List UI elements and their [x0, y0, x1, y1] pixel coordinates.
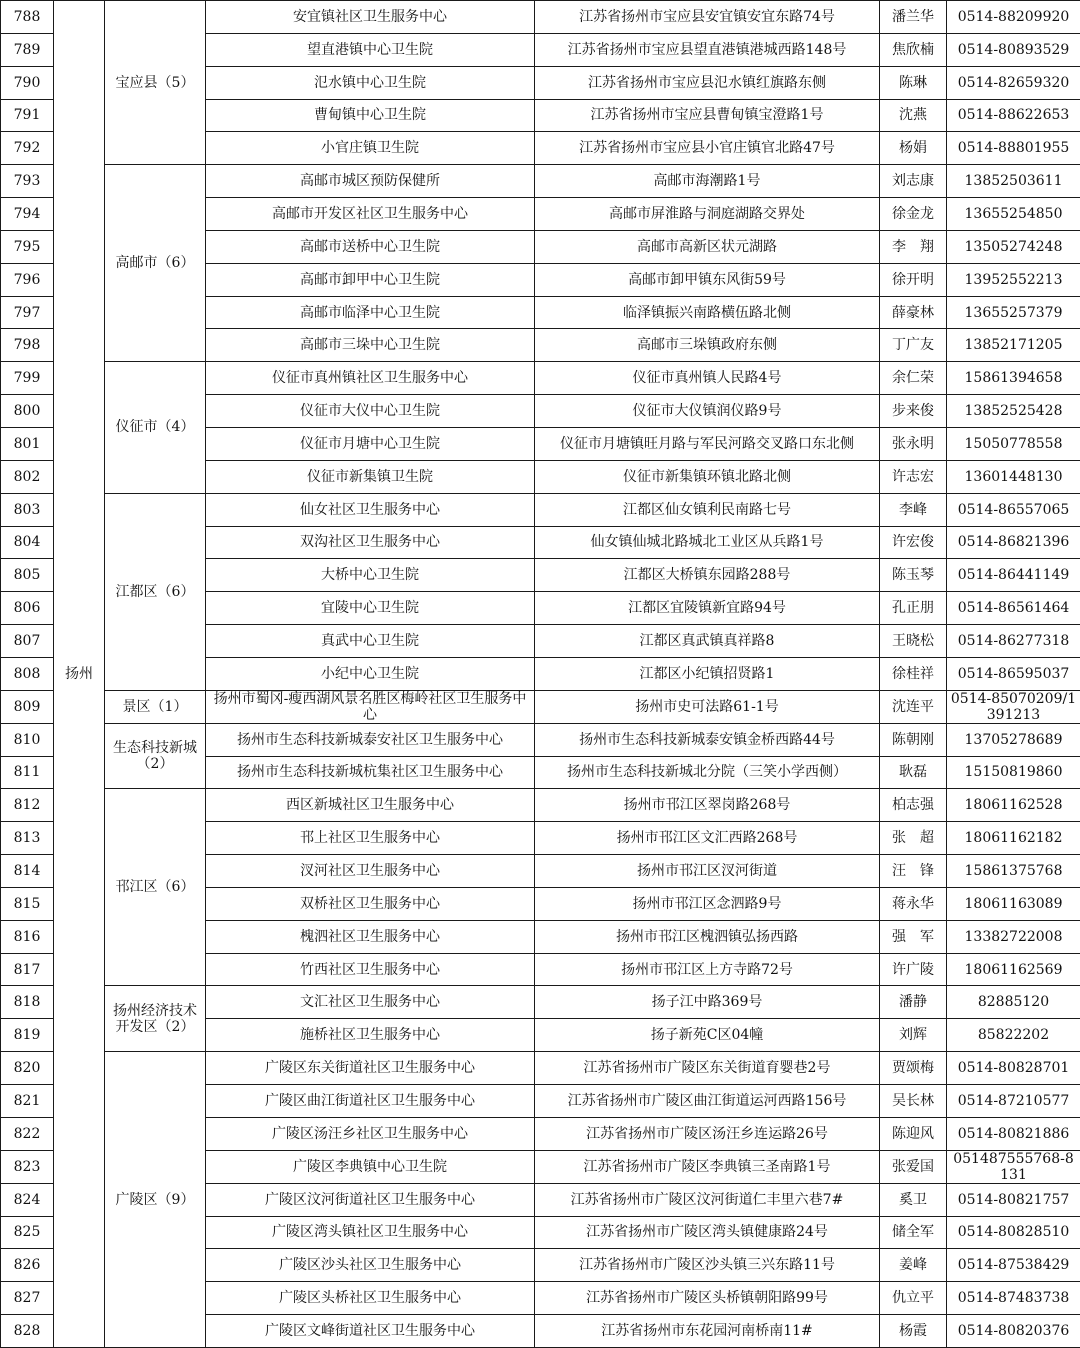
institution-address: 江苏省扬州市宝应县小官庄镇官北路47号 [535, 132, 880, 165]
institution-address: 江苏省扬州市广陵区曲江街道运河西路156号 [535, 1085, 880, 1118]
contact-phone: 0514-88801955 [947, 132, 1080, 165]
table-row [1, 986, 1080, 1019]
row-number: 789 [1, 33, 54, 66]
contact-phone: 15861394658 [947, 362, 1080, 395]
contact-phone: 18061163089 [947, 887, 1080, 920]
table-row [1, 362, 1080, 395]
contact-person: 王晓松 [880, 625, 947, 658]
institution-address: 扬州市邗江区念泗路9号 [535, 887, 880, 920]
row-number: 792 [1, 132, 54, 165]
institution-address: 扬州市邗江区文汇西路268号 [535, 822, 880, 855]
institution-address: 江苏省扬州市广陵区汤汪乡连运路26号 [535, 1117, 880, 1150]
institution-name: 高邮市送桥中心卫生院 [206, 230, 535, 263]
table-row [1, 723, 1080, 756]
contact-person: 陈朝刚 [880, 723, 947, 756]
row-number: 823 [1, 1150, 54, 1183]
row-number: 803 [1, 493, 54, 526]
contact-phone: 0514-86557065 [947, 493, 1080, 526]
institution-name: 望直港镇中心卫生院 [206, 33, 535, 66]
row-number: 813 [1, 822, 54, 855]
institution-name: 仪征市月塘中心卫生院 [206, 427, 535, 460]
contact-person: 贾颂梅 [880, 1052, 947, 1085]
row-number: 825 [1, 1216, 54, 1249]
row-number: 824 [1, 1183, 54, 1216]
institution-name: 双沟社区卫生服务中心 [206, 526, 535, 559]
contact-phone: 0514-86277318 [947, 625, 1080, 658]
contact-person: 徐金龙 [880, 198, 947, 231]
institution-address: 江都区仙女镇利民南路七号 [535, 493, 880, 526]
institution-address: 江都区小纪镇招贤路1 [535, 657, 880, 690]
institution-address: 高邮市海潮路1号 [535, 165, 880, 198]
institution-address: 江都区大桥镇东园路288号 [535, 559, 880, 592]
institution-name: 仪征市真州镇社区卫生服务中心 [206, 362, 535, 395]
district-cell: 邗江区（6） [105, 789, 206, 986]
row-number: 798 [1, 329, 54, 362]
institution-name: 广陵区文峰街道社区卫生服务中心 [206, 1315, 535, 1348]
institution-address: 仪征市月塘镇旺月路与军民河路交叉路口东北侧 [535, 427, 880, 460]
institution-name: 扬州市生态科技新城杭集社区卫生服务中心 [206, 756, 535, 789]
institution-name: 广陵区曲江街道社区卫生服务中心 [206, 1085, 535, 1118]
row-number: 804 [1, 526, 54, 559]
contact-phone: 0514-80828510 [947, 1216, 1080, 1249]
contact-person: 刘辉 [880, 1019, 947, 1052]
institution-name: 扬州市生态科技新城泰安社区卫生服务中心 [206, 723, 535, 756]
institution-address: 江都区宜陵镇新宜路94号 [535, 592, 880, 625]
institution-name: 曹甸镇中心卫生院 [206, 99, 535, 132]
contact-person: 储全军 [880, 1216, 947, 1249]
district-cell: 扬州经济技术开发区（2） [105, 986, 206, 1052]
institution-address: 江苏省扬州市广陵区头桥镇朝阳路99号 [535, 1282, 880, 1315]
contact-phone: 18061162569 [947, 953, 1080, 986]
institution-address: 江苏省扬州市东花园河南桥南11# [535, 1315, 880, 1348]
institution-address: 高邮市高新区状元湖路 [535, 230, 880, 263]
row-number: 821 [1, 1085, 54, 1118]
contact-phone: 13505274248 [947, 230, 1080, 263]
contact-phone: 18061162528 [947, 789, 1080, 822]
institution-name: 邗上社区卫生服务中心 [206, 822, 535, 855]
contact-person: 焦欣楠 [880, 33, 947, 66]
contact-phone: 13601448130 [947, 460, 1080, 493]
institution-address: 扬子江中路369号 [535, 986, 880, 1019]
contact-person: 许志宏 [880, 460, 947, 493]
row-number: 806 [1, 592, 54, 625]
row-number: 810 [1, 723, 54, 756]
contact-phone: 15861375768 [947, 855, 1080, 888]
district-cell: 仪征市（4） [105, 362, 206, 493]
contact-phone: 051487555768-8131 [947, 1150, 1080, 1183]
institution-name: 广陵区李典镇中心卫生院 [206, 1150, 535, 1183]
institution-name: 小纪中心卫生院 [206, 657, 535, 690]
contact-phone: 0514-87538429 [947, 1249, 1080, 1282]
institution-name: 宜陵中心卫生院 [206, 592, 535, 625]
table-body [1, 1, 1080, 1348]
institution-address: 江苏省扬州市广陵区沙头镇三兴东路11号 [535, 1249, 880, 1282]
row-number: 797 [1, 296, 54, 329]
institution-address: 扬州市邗江区上方寺路72号 [535, 953, 880, 986]
row-number: 796 [1, 263, 54, 296]
contact-phone: 0514-86595037 [947, 657, 1080, 690]
institution-name: 槐泗社区卫生服务中心 [206, 920, 535, 953]
institution-name: 仙女社区卫生服务中心 [206, 493, 535, 526]
contact-phone: 0514-80893529 [947, 33, 1080, 66]
institution-name: 小官庄镇卫生院 [206, 132, 535, 165]
contact-person: 李 翔 [880, 230, 947, 263]
institution-name: 仪征市新集镇卫生院 [206, 460, 535, 493]
contact-person: 步来俊 [880, 395, 947, 428]
institution-address: 仪征市大仪镇润仪路9号 [535, 395, 880, 428]
row-number: 805 [1, 559, 54, 592]
institution-name: 广陵区东关街道社区卫生服务中心 [206, 1052, 535, 1085]
institution-name: 仪征市大仪中心卫生院 [206, 395, 535, 428]
institution-address: 江苏省扬州市宝应县氾水镇红旗路东侧 [535, 66, 880, 99]
row-number: 818 [1, 986, 54, 1019]
district-cell: 宝应县（5） [105, 1, 206, 165]
row-number: 802 [1, 460, 54, 493]
institution-name: 汊河社区卫生服务中心 [206, 855, 535, 888]
contact-person: 杨霞 [880, 1315, 947, 1348]
table-row [1, 1052, 1080, 1085]
institution-address: 仪征市真州镇人民路4号 [535, 362, 880, 395]
row-number: 814 [1, 855, 54, 888]
institution-name: 文汇社区卫生服务中心 [206, 986, 535, 1019]
institution-address: 江苏省扬州市广陵区东关街道育婴巷2号 [535, 1052, 880, 1085]
contact-person: 奚卫 [880, 1183, 947, 1216]
contact-phone: 13852171205 [947, 329, 1080, 362]
contact-phone: 0514-86821396 [947, 526, 1080, 559]
institution-address: 仙女镇仙城北路城北工业区从兵路1号 [535, 526, 880, 559]
institution-name: 氾水镇中心卫生院 [206, 66, 535, 99]
row-number: 811 [1, 756, 54, 789]
row-number: 795 [1, 230, 54, 263]
contact-person: 许宏俊 [880, 526, 947, 559]
institution-address: 扬州市邗江区汊河街道 [535, 855, 880, 888]
institution-address: 扬子新苑C区04幢 [535, 1019, 880, 1052]
institution-name: 施桥社区卫生服务中心 [206, 1019, 535, 1052]
institution-address: 江苏省扬州市宝应县曹甸镇宝澄路1号 [535, 99, 880, 132]
contact-person: 姜峰 [880, 1249, 947, 1282]
contact-person: 强 军 [880, 920, 947, 953]
institution-name: 广陵区汤汪乡社区卫生服务中心 [206, 1117, 535, 1150]
contact-person: 陈迎风 [880, 1117, 947, 1150]
contact-person: 许广陵 [880, 953, 947, 986]
table-row [1, 690, 1080, 723]
contact-person: 潘兰华 [880, 1, 947, 34]
contact-phone: 13852525428 [947, 395, 1080, 428]
institution-address: 高邮市卸甲镇东风街59号 [535, 263, 880, 296]
institution-name: 西区新城社区卫生服务中心 [206, 789, 535, 822]
institution-address: 江苏省扬州市广陵区李典镇三圣南路1号 [535, 1150, 880, 1183]
table-row [1, 789, 1080, 822]
row-number: 812 [1, 789, 54, 822]
institution-name: 广陵区湾头镇社区卫生服务中心 [206, 1216, 535, 1249]
institution-address: 江都区真武镇真祥路8 [535, 625, 880, 658]
contact-person: 沈连平 [880, 690, 947, 723]
institution-name: 高邮市城区预防保健所 [206, 165, 535, 198]
contact-person: 余仁荣 [880, 362, 947, 395]
district-cell: 江都区（6） [105, 493, 206, 690]
institution-address: 江苏省扬州市宝应县安宜镇安宜东路74号 [535, 1, 880, 34]
contact-phone: 82885120 [947, 986, 1080, 1019]
contact-person: 陈琳 [880, 66, 947, 99]
institution-address: 扬州市邗江区槐泗镇弘扬西路 [535, 920, 880, 953]
institution-address: 仪征市新集镇环镇北路北侧 [535, 460, 880, 493]
institution-address: 江苏省扬州市宝应县望直港镇港城西路148号 [535, 33, 880, 66]
contact-phone: 0514-88622653 [947, 99, 1080, 132]
row-number: 799 [1, 362, 54, 395]
contact-phone: 0514-80820376 [947, 1315, 1080, 1348]
row-number: 794 [1, 198, 54, 231]
institution-name: 广陵区汶河街道社区卫生服务中心 [206, 1183, 535, 1216]
institution-address: 扬州市生态科技新城泰安镇金桥西路44号 [535, 723, 880, 756]
contact-phone: 0514-86561464 [947, 592, 1080, 625]
table-row [1, 1, 1080, 34]
row-number: 791 [1, 99, 54, 132]
row-number: 808 [1, 657, 54, 690]
district-cell: 广陵区（9） [105, 1052, 206, 1348]
institution-name: 高邮市卸甲中心卫生院 [206, 263, 535, 296]
contact-phone: 85822202 [947, 1019, 1080, 1052]
contact-person: 吴长林 [880, 1085, 947, 1118]
institution-address: 高邮市屏淮路与洞庭湖路交界处 [535, 198, 880, 231]
contact-phone: 0514-86441149 [947, 559, 1080, 592]
institution-address: 扬州市史可法路61-1号 [535, 690, 880, 723]
institution-address: 江苏省扬州市广陵区湾头镇健康路24号 [535, 1216, 880, 1249]
contact-person: 蒋永华 [880, 887, 947, 920]
row-number: 817 [1, 953, 54, 986]
contact-person: 张 超 [880, 822, 947, 855]
institution-name: 竹西社区卫生服务中心 [206, 953, 535, 986]
contact-phone: 13852503611 [947, 165, 1080, 198]
contact-phone: 0514-87483738 [947, 1282, 1080, 1315]
contact-person: 李峰 [880, 493, 947, 526]
institution-name: 广陵区沙头社区卫生服务中心 [206, 1249, 535, 1282]
district-cell: 生态科技新城（2） [105, 723, 206, 789]
contact-phone: 0514-82659320 [947, 66, 1080, 99]
contact-person: 徐桂祥 [880, 657, 947, 690]
row-number: 807 [1, 625, 54, 658]
row-number: 826 [1, 1249, 54, 1282]
contact-phone: 13655257379 [947, 296, 1080, 329]
contact-phone: 0514-80828701 [947, 1052, 1080, 1085]
institution-name: 高邮市开发区社区卫生服务中心 [206, 198, 535, 231]
contact-person: 沈燕 [880, 99, 947, 132]
row-number: 827 [1, 1282, 54, 1315]
contact-phone: 0514-85070209/1391213 [947, 690, 1080, 723]
row-number: 801 [1, 427, 54, 460]
district-cell: 景区（1） [105, 690, 206, 723]
row-number: 793 [1, 165, 54, 198]
institution-name: 真武中心卫生院 [206, 625, 535, 658]
institution-address: 临泽镇振兴南路横伍路北侧 [535, 296, 880, 329]
institution-name: 高邮市三垛中心卫生院 [206, 329, 535, 362]
city-cell: 扬州 [54, 1, 105, 1348]
row-number: 815 [1, 887, 54, 920]
contact-person: 汪 锋 [880, 855, 947, 888]
institution-name: 扬州市蜀冈-瘦西湖风景名胜区梅岭社区卫生服务中心 [206, 690, 535, 723]
contact-person: 仇立平 [880, 1282, 947, 1315]
institution-name: 大桥中心卫生院 [206, 559, 535, 592]
institution-name: 高邮市临泽中心卫生院 [206, 296, 535, 329]
table-row [1, 165, 1080, 198]
row-number: 819 [1, 1019, 54, 1052]
contact-phone: 0514-80821886 [947, 1117, 1080, 1150]
row-number: 788 [1, 1, 54, 34]
institution-name: 安宜镇社区卫生服务中心 [206, 1, 535, 34]
institution-address: 江苏省扬州市广陵区汶河街道仁丰里六巷7# [535, 1183, 880, 1216]
contact-person: 孔正朋 [880, 592, 947, 625]
contact-phone: 15050778558 [947, 427, 1080, 460]
contact-phone: 15150819860 [947, 756, 1080, 789]
contact-person: 张永明 [880, 427, 947, 460]
contact-person: 丁广友 [880, 329, 947, 362]
contact-person: 潘静 [880, 986, 947, 1019]
institution-address: 扬州市生态科技新城北分院（三笑小学西侧） [535, 756, 880, 789]
institution-address: 高邮市三垛镇政府东侧 [535, 329, 880, 362]
institution-address: 扬州市邗江区翠岗路268号 [535, 789, 880, 822]
contact-person: 张爱国 [880, 1150, 947, 1183]
institution-name: 双桥社区卫生服务中心 [206, 887, 535, 920]
contact-phone: 0514-80821757 [947, 1183, 1080, 1216]
district-cell: 高邮市（6） [105, 165, 206, 362]
contact-phone: 0514-88209920 [947, 1, 1080, 34]
contact-person: 耿磊 [880, 756, 947, 789]
row-number: 816 [1, 920, 54, 953]
contact-phone: 18061162182 [947, 822, 1080, 855]
institution-name: 广陵区头桥社区卫生服务中心 [206, 1282, 535, 1315]
row-number: 800 [1, 395, 54, 428]
contact-phone: 13705278689 [947, 723, 1080, 756]
row-number: 828 [1, 1315, 54, 1348]
contact-phone: 13655254850 [947, 198, 1080, 231]
row-number: 820 [1, 1052, 54, 1085]
contact-person: 杨娟 [880, 132, 947, 165]
contact-phone: 0514-87210577 [947, 1085, 1080, 1118]
contact-phone: 13382722008 [947, 920, 1080, 953]
contact-person: 柏志强 [880, 789, 947, 822]
row-number: 790 [1, 66, 54, 99]
table-row [1, 493, 1080, 526]
contact-person: 薛豪林 [880, 296, 947, 329]
contact-person: 徐开明 [880, 263, 947, 296]
row-number: 809 [1, 690, 54, 723]
row-number: 822 [1, 1117, 54, 1150]
contact-phone: 13952552213 [947, 263, 1080, 296]
contact-person: 陈玉琴 [880, 559, 947, 592]
contact-person: 刘志康 [880, 165, 947, 198]
